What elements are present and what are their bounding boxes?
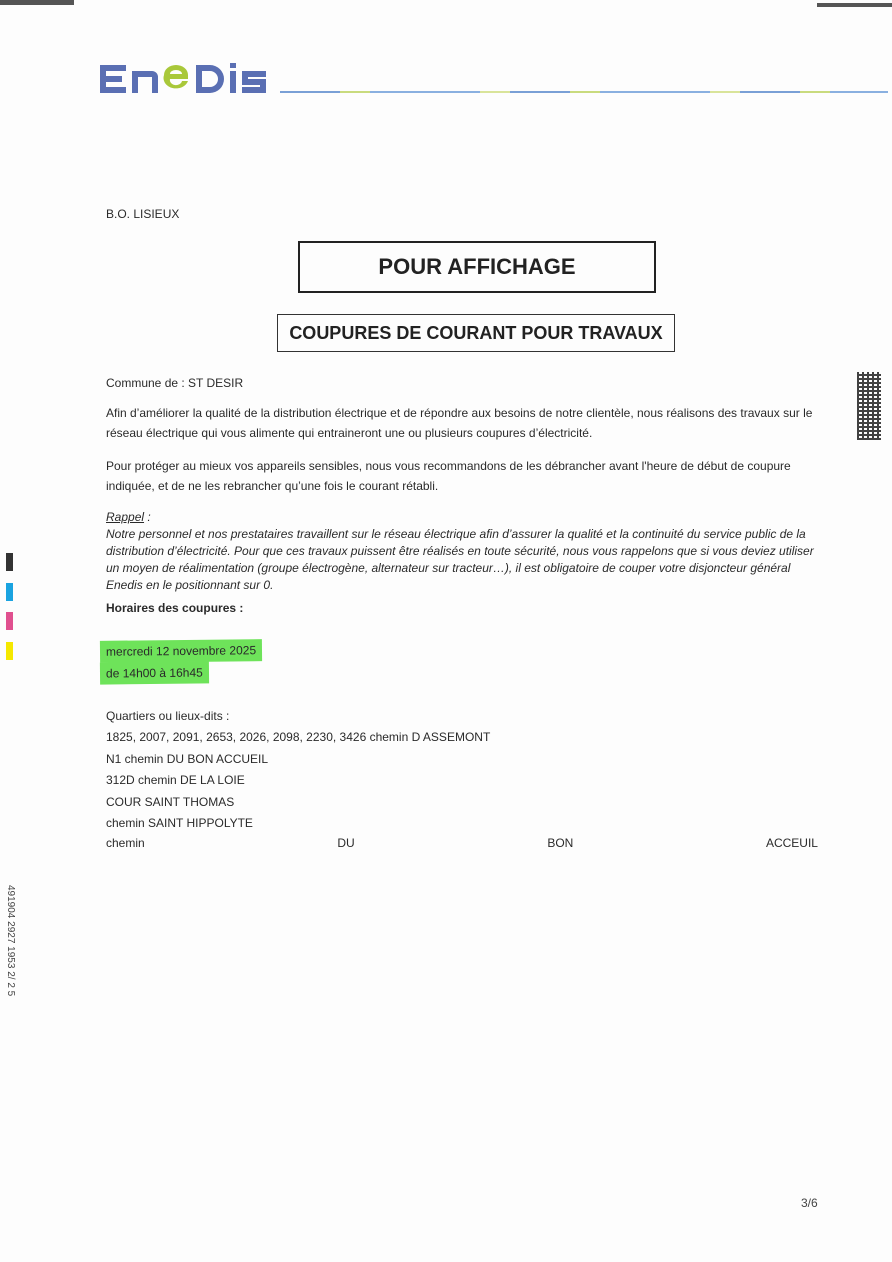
page-number: 3/6 xyxy=(801,1196,818,1210)
swatch-black xyxy=(6,553,13,571)
time-line xyxy=(100,662,820,684)
list-item: ACCEUIL xyxy=(765,836,818,850)
swatch-cyan xyxy=(6,583,13,601)
datamatrix-code xyxy=(857,372,881,440)
outage-date: mercredi 12 novembre 2025 xyxy=(100,639,262,663)
list-item: BON xyxy=(547,836,574,850)
list-item: chemin SAINT HIPPOLYTE xyxy=(106,816,253,830)
list-item: COUR SAINT THOMAS xyxy=(106,794,235,809)
rappel-block: Rappel : Notre personnel et nos prestataires travaillent sur le réseau électrique afin d’assurer la qualité et la continuité du service public de la distribution d’électricité. Pour que ces travaux puissent être réalisés en toute sécurité, nous vous rappelons que si vous deviez utiliser un moyen de réalimentation (groupe électrogène, alternateur sur tracteur…), il est obligatoire de couper votre disjoncteur général Enedis en le positionnant sur 0. xyxy=(106,510,814,592)
outage-time: de 14h00 à 16h45 xyxy=(100,661,209,684)
quartiers-title: Quartiers ou lieux-dits : xyxy=(106,709,230,723)
quartiers-list xyxy=(106,727,826,835)
justified-address-row xyxy=(106,836,818,850)
logo-underline xyxy=(280,91,888,93)
rappel-text: Notre personnel et nos prestataires travaillent sur le réseau électrique afin d’assurer la qualité et la continuité du service public de la distribution d’électricité. Pour que ces travaux puissent être réalisés en toute sécurité, nous vous rappelons que si vous deviez utiliser un moyen de réalimentation (groupe électrogène, alternateur sur tracteur…), il est obligatoire de couper votre disjoncteur général Enedis en le positionnant sur 0. xyxy=(106,527,814,592)
list-item: N1 chemin DU BON ACCUEIL xyxy=(106,751,269,766)
scan-mark-top-right xyxy=(817,3,892,7)
list-item: DU xyxy=(337,836,355,850)
scan-mark-top-left xyxy=(0,0,74,5)
list-item: chemin xyxy=(106,836,145,850)
list-item: 312D chemin DE LA LOIE xyxy=(106,773,245,787)
swatch-magenta xyxy=(6,612,13,630)
banner-title: POUR AFFICHAGE xyxy=(298,241,656,293)
paragraph-intro: Afin d’améliorer la qualité de la distribution électrique et de répondre aux besoins de notre clientèle, nous réalisons des travaux sur le réseau électrique qui vous alimente qui entraineront une ou plusieurs coupures d’électricité. xyxy=(106,406,813,440)
paragraph-protection: Pour protéger au mieux vos appareils sensibles, nous vous recommandons de les débrancher avant l'heure de début de coupure indiquée, et de ne les rebrancher qu’une fois le courant rétabli. xyxy=(106,459,791,493)
rappel-label: Rappel xyxy=(106,510,145,524)
commune: Commune de : ST DESIR xyxy=(106,376,244,390)
swatch-yellow xyxy=(6,642,13,660)
enedis-logo xyxy=(100,55,270,101)
banner-subtitle: COUPURES DE COURANT POUR TRAVAUX xyxy=(277,314,675,352)
date-line xyxy=(100,640,820,662)
list-item: 1825, 2007, 2091, 2653, 2026, 2098, 2230, 3426 chemin D ASSEMONT xyxy=(106,730,491,744)
horaires-title: Horaires des coupures : xyxy=(106,601,244,615)
sender-office: B.O. LISIEUX xyxy=(106,207,180,221)
margin-print-code: 491904 2927 1953 2/ 2 5 xyxy=(5,885,16,997)
